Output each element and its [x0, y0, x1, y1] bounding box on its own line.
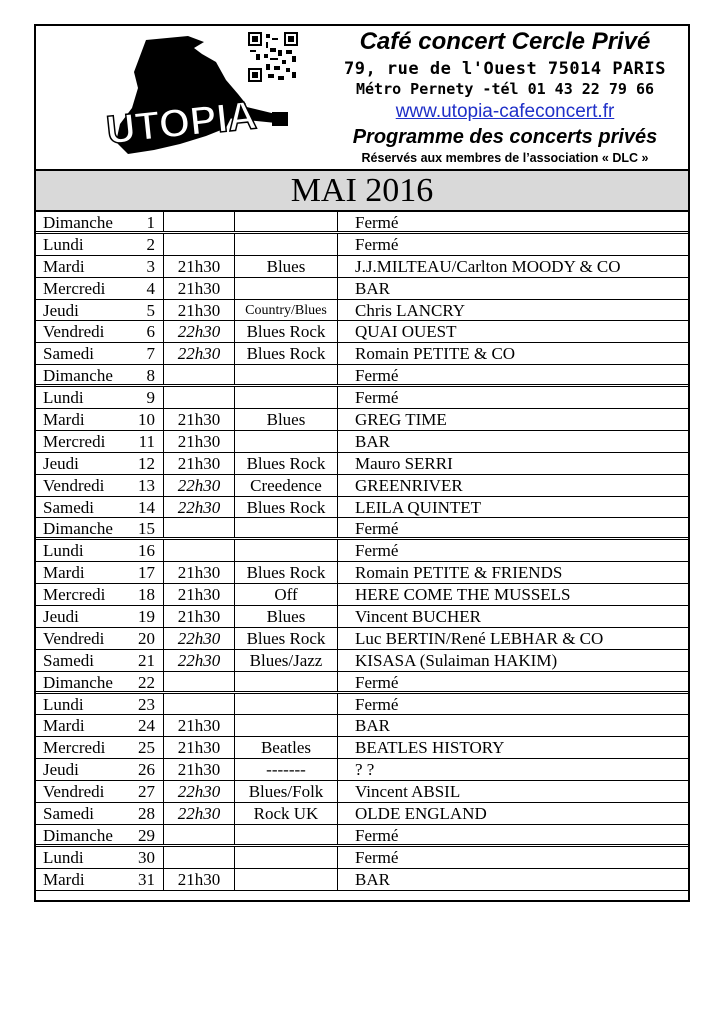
genre-cell: Blues	[235, 256, 338, 277]
date-cell: 4	[126, 278, 164, 299]
table-row	[36, 606, 688, 628]
act-cell: Mauro SERRI	[355, 453, 453, 473]
date-cell: 5	[126, 300, 164, 321]
day-cell: Mercredi	[43, 431, 106, 451]
month-title: MAI 2016	[36, 169, 688, 212]
act-cell: QUAI OUEST	[355, 322, 457, 342]
day-cell: Lundi	[43, 234, 84, 254]
date-cell: 6	[126, 321, 164, 342]
table-row	[36, 715, 688, 737]
time-cell: 21h30	[164, 300, 235, 321]
table-row	[36, 694, 688, 716]
date-cell: 12	[126, 453, 164, 474]
time-cell: 21h30	[164, 737, 235, 758]
time-cell	[164, 387, 235, 408]
genre-cell	[235, 694, 338, 715]
genre-cell: Blues Rock	[235, 321, 338, 342]
act-cell: LEILA QUINTET	[355, 497, 482, 517]
act-cell: Fermé	[355, 825, 399, 845]
time-cell	[164, 672, 235, 691]
time-cell: 21h30	[164, 715, 235, 736]
genre-cell: Off	[235, 584, 338, 605]
date-cell: 18	[126, 584, 164, 605]
genre-cell: Rock UK	[235, 803, 338, 824]
act-cell: ? ?	[355, 760, 375, 780]
day-cell: Lundi	[43, 694, 84, 714]
act-cell: J.J.MILTEAU/Carlton MOODY & CO	[355, 256, 621, 276]
table-row	[36, 256, 688, 278]
genre-cell: Creedence	[235, 475, 338, 496]
program-sheet	[34, 24, 690, 902]
day-cell: Dimanche	[43, 672, 113, 692]
time-cell: 21h30	[164, 584, 235, 605]
table-row	[36, 278, 688, 300]
table-row	[36, 343, 688, 365]
act-cell: Vincent ABSIL	[355, 782, 461, 802]
time-cell: 21h30	[164, 562, 235, 583]
genre-cell: Blues Rock	[235, 562, 338, 583]
time-cell	[164, 847, 235, 868]
time-cell: 21h30	[164, 869, 235, 890]
date-cell: 14	[126, 497, 164, 518]
time-cell: 21h30	[164, 759, 235, 780]
date-cell: 13	[126, 475, 164, 496]
date-cell: 26	[126, 759, 164, 780]
act-cell: BAR	[355, 431, 390, 451]
act-cell: BAR	[355, 716, 390, 736]
time-cell	[164, 825, 235, 844]
day-cell: Jeudi	[43, 760, 79, 780]
act-cell: BAR	[355, 278, 390, 298]
table-row	[36, 628, 688, 650]
date-cell: 27	[126, 781, 164, 802]
act-cell: Vincent BUCHER	[355, 607, 481, 627]
day-cell: Mardi	[43, 410, 85, 430]
table-row	[36, 431, 688, 453]
time-cell: 22h30	[164, 628, 235, 649]
date-cell: 11	[126, 431, 164, 452]
time-cell: 22h30	[164, 475, 235, 496]
genre-cell	[235, 431, 338, 452]
day-cell: Vendredi	[43, 628, 105, 648]
table-row	[36, 759, 688, 781]
table-row	[36, 321, 688, 343]
day-cell: Vendredi	[43, 322, 105, 342]
date-cell: 16	[126, 540, 164, 561]
time-cell: 22h30	[164, 803, 235, 824]
genre-cell	[235, 825, 338, 844]
date-cell: 19	[126, 606, 164, 627]
table-row	[36, 650, 688, 672]
qr-code-icon	[248, 32, 298, 82]
time-cell: 21h30	[164, 256, 235, 277]
day-cell: Samedi	[43, 650, 94, 670]
day-cell: Mardi	[43, 256, 85, 276]
table-row	[36, 737, 688, 759]
day-cell: Lundi	[43, 388, 84, 408]
genre-cell	[235, 234, 338, 255]
genre-cell	[235, 540, 338, 561]
day-cell: Mercredi	[43, 278, 106, 298]
act-cell: Luc BERTIN/René LEBHAR & CO	[355, 628, 604, 648]
table-row	[36, 409, 688, 431]
act-cell: Fermé	[355, 213, 399, 232]
genre-cell	[235, 847, 338, 868]
act-cell: KISASA (Sulaiman HAKIM)	[355, 650, 558, 670]
genre-cell: Blues Rock	[235, 497, 338, 518]
table-row	[36, 562, 688, 584]
date-cell: 15	[126, 518, 164, 537]
genre-cell	[235, 672, 338, 691]
day-cell: Samedi	[43, 804, 94, 824]
act-cell: OLDE ENGLAND	[355, 804, 487, 824]
header	[36, 26, 688, 169]
metro-phone: Métro Pernety -tél 01 43 22 79 66	[355, 80, 654, 98]
date-cell: 7	[126, 343, 164, 364]
time-cell	[164, 540, 235, 561]
genre-cell: Blues Rock	[235, 343, 338, 364]
act-cell: Romain PETITE & CO	[355, 344, 516, 364]
date-cell: 2	[126, 234, 164, 255]
table-row	[36, 475, 688, 497]
table-row	[36, 234, 688, 256]
table-row	[36, 518, 688, 540]
act-cell: Fermé	[355, 694, 399, 714]
day-cell: Mardi	[43, 563, 85, 583]
time-cell	[164, 694, 235, 715]
time-cell: 21h30	[164, 409, 235, 430]
date-cell: 22	[126, 672, 164, 691]
time-cell: 22h30	[164, 497, 235, 518]
time-cell: 21h30	[164, 453, 235, 474]
table-row	[36, 847, 688, 869]
act-cell: Romain PETITE & FRIENDS	[355, 563, 563, 583]
table-row	[36, 672, 688, 694]
day-cell: Jeudi	[43, 300, 79, 320]
genre-cell: Blues	[235, 409, 338, 430]
genre-cell	[235, 518, 338, 537]
table-row	[36, 212, 688, 234]
date-cell: 23	[126, 694, 164, 715]
act-cell: Fermé	[355, 672, 399, 692]
genre-cell: Blues Rock	[235, 453, 338, 474]
genre-cell: Beatles	[235, 737, 338, 758]
cafe-title: Café concert Cercle Privé	[359, 28, 651, 55]
date-cell: 8	[126, 365, 164, 384]
table-row	[36, 825, 688, 847]
time-cell: 22h30	[164, 781, 235, 802]
genre-cell	[235, 869, 338, 890]
website-link[interactable]: www.utopia-cafeconcert.fr	[395, 101, 615, 122]
time-cell: 21h30	[164, 278, 235, 299]
act-cell: BEATLES HISTORY	[355, 738, 505, 758]
act-cell: Fermé	[355, 366, 399, 386]
day-cell: Dimanche	[43, 825, 113, 845]
time-cell	[164, 365, 235, 384]
genre-cell	[235, 365, 338, 384]
act-cell: Fermé	[355, 847, 399, 867]
day-cell: Jeudi	[43, 453, 79, 473]
logo-text: UTOPIA	[104, 93, 259, 153]
act-cell: Fermé	[355, 388, 399, 408]
table-row	[36, 497, 688, 519]
genre-cell: Blues Rock	[235, 628, 338, 649]
genre-cell: Blues	[235, 606, 338, 627]
act-cell: GREENRIVER	[355, 475, 463, 495]
genre-cell: Country/Blues	[235, 300, 338, 321]
date-cell: 21	[126, 650, 164, 671]
date-cell: 3	[126, 256, 164, 277]
members-notice: Réservés aux membres de l’association « DLC »	[361, 151, 649, 165]
time-cell: 22h30	[164, 321, 235, 342]
time-cell	[164, 518, 235, 537]
date-cell: 24	[126, 715, 164, 736]
date-cell: 31	[126, 869, 164, 890]
day-cell: Samedi	[43, 344, 94, 364]
time-cell	[164, 212, 235, 231]
day-cell: Lundi	[43, 541, 84, 561]
genre-cell: Blues/Folk	[235, 781, 338, 802]
act-cell: Fermé	[355, 234, 399, 254]
date-cell: 25	[126, 737, 164, 758]
day-cell: Jeudi	[43, 607, 79, 627]
table-row	[36, 300, 688, 322]
day-cell: Mercredi	[43, 585, 106, 605]
act-cell: Chris LANCRY	[355, 300, 466, 320]
table-row	[36, 781, 688, 803]
genre-cell	[235, 387, 338, 408]
date-cell: 17	[126, 562, 164, 583]
time-cell: 22h30	[164, 650, 235, 671]
act-cell: HERE COME THE MUSSELS	[355, 585, 571, 605]
date-cell: 10	[126, 409, 164, 430]
day-cell: Mercredi	[43, 738, 106, 758]
time-cell	[164, 234, 235, 255]
table-row	[36, 803, 688, 825]
date-cell: 29	[126, 825, 164, 844]
table-row	[36, 540, 688, 562]
time-cell: 21h30	[164, 431, 235, 452]
address: 79, rue de l'Ouest 75014 PARIS	[343, 59, 667, 79]
act-cell: Fermé	[355, 541, 399, 561]
programme-title: Programme des concerts privés	[352, 126, 658, 148]
day-cell: Dimanche	[43, 213, 113, 232]
date-cell: 9	[126, 387, 164, 408]
genre-cell: -------	[235, 759, 338, 780]
act-cell: GREG TIME	[355, 410, 447, 430]
date-cell: 20	[126, 628, 164, 649]
day-cell: Mardi	[43, 716, 85, 736]
day-cell: Samedi	[43, 497, 94, 517]
day-cell: Dimanche	[43, 366, 113, 386]
day-cell: Dimanche	[43, 519, 113, 539]
table-row	[36, 387, 688, 409]
genre-cell	[235, 715, 338, 736]
date-cell: 1	[126, 212, 164, 231]
day-cell: Mardi	[43, 869, 85, 889]
table-row	[36, 453, 688, 475]
genre-cell	[235, 278, 338, 299]
table-row	[36, 365, 688, 387]
act-cell: Fermé	[355, 519, 399, 539]
day-cell: Lundi	[43, 847, 84, 867]
day-cell: Vendredi	[43, 782, 105, 802]
schedule-table	[36, 212, 688, 891]
table-row	[36, 584, 688, 606]
genre-cell	[235, 212, 338, 231]
time-cell: 22h30	[164, 343, 235, 364]
genre-cell: Blues/Jazz	[235, 650, 338, 671]
day-cell: Vendredi	[43, 475, 105, 495]
date-cell: 30	[126, 847, 164, 868]
time-cell: 21h30	[164, 606, 235, 627]
act-cell: BAR	[355, 869, 390, 889]
date-cell: 28	[126, 803, 164, 824]
table-row	[36, 869, 688, 891]
